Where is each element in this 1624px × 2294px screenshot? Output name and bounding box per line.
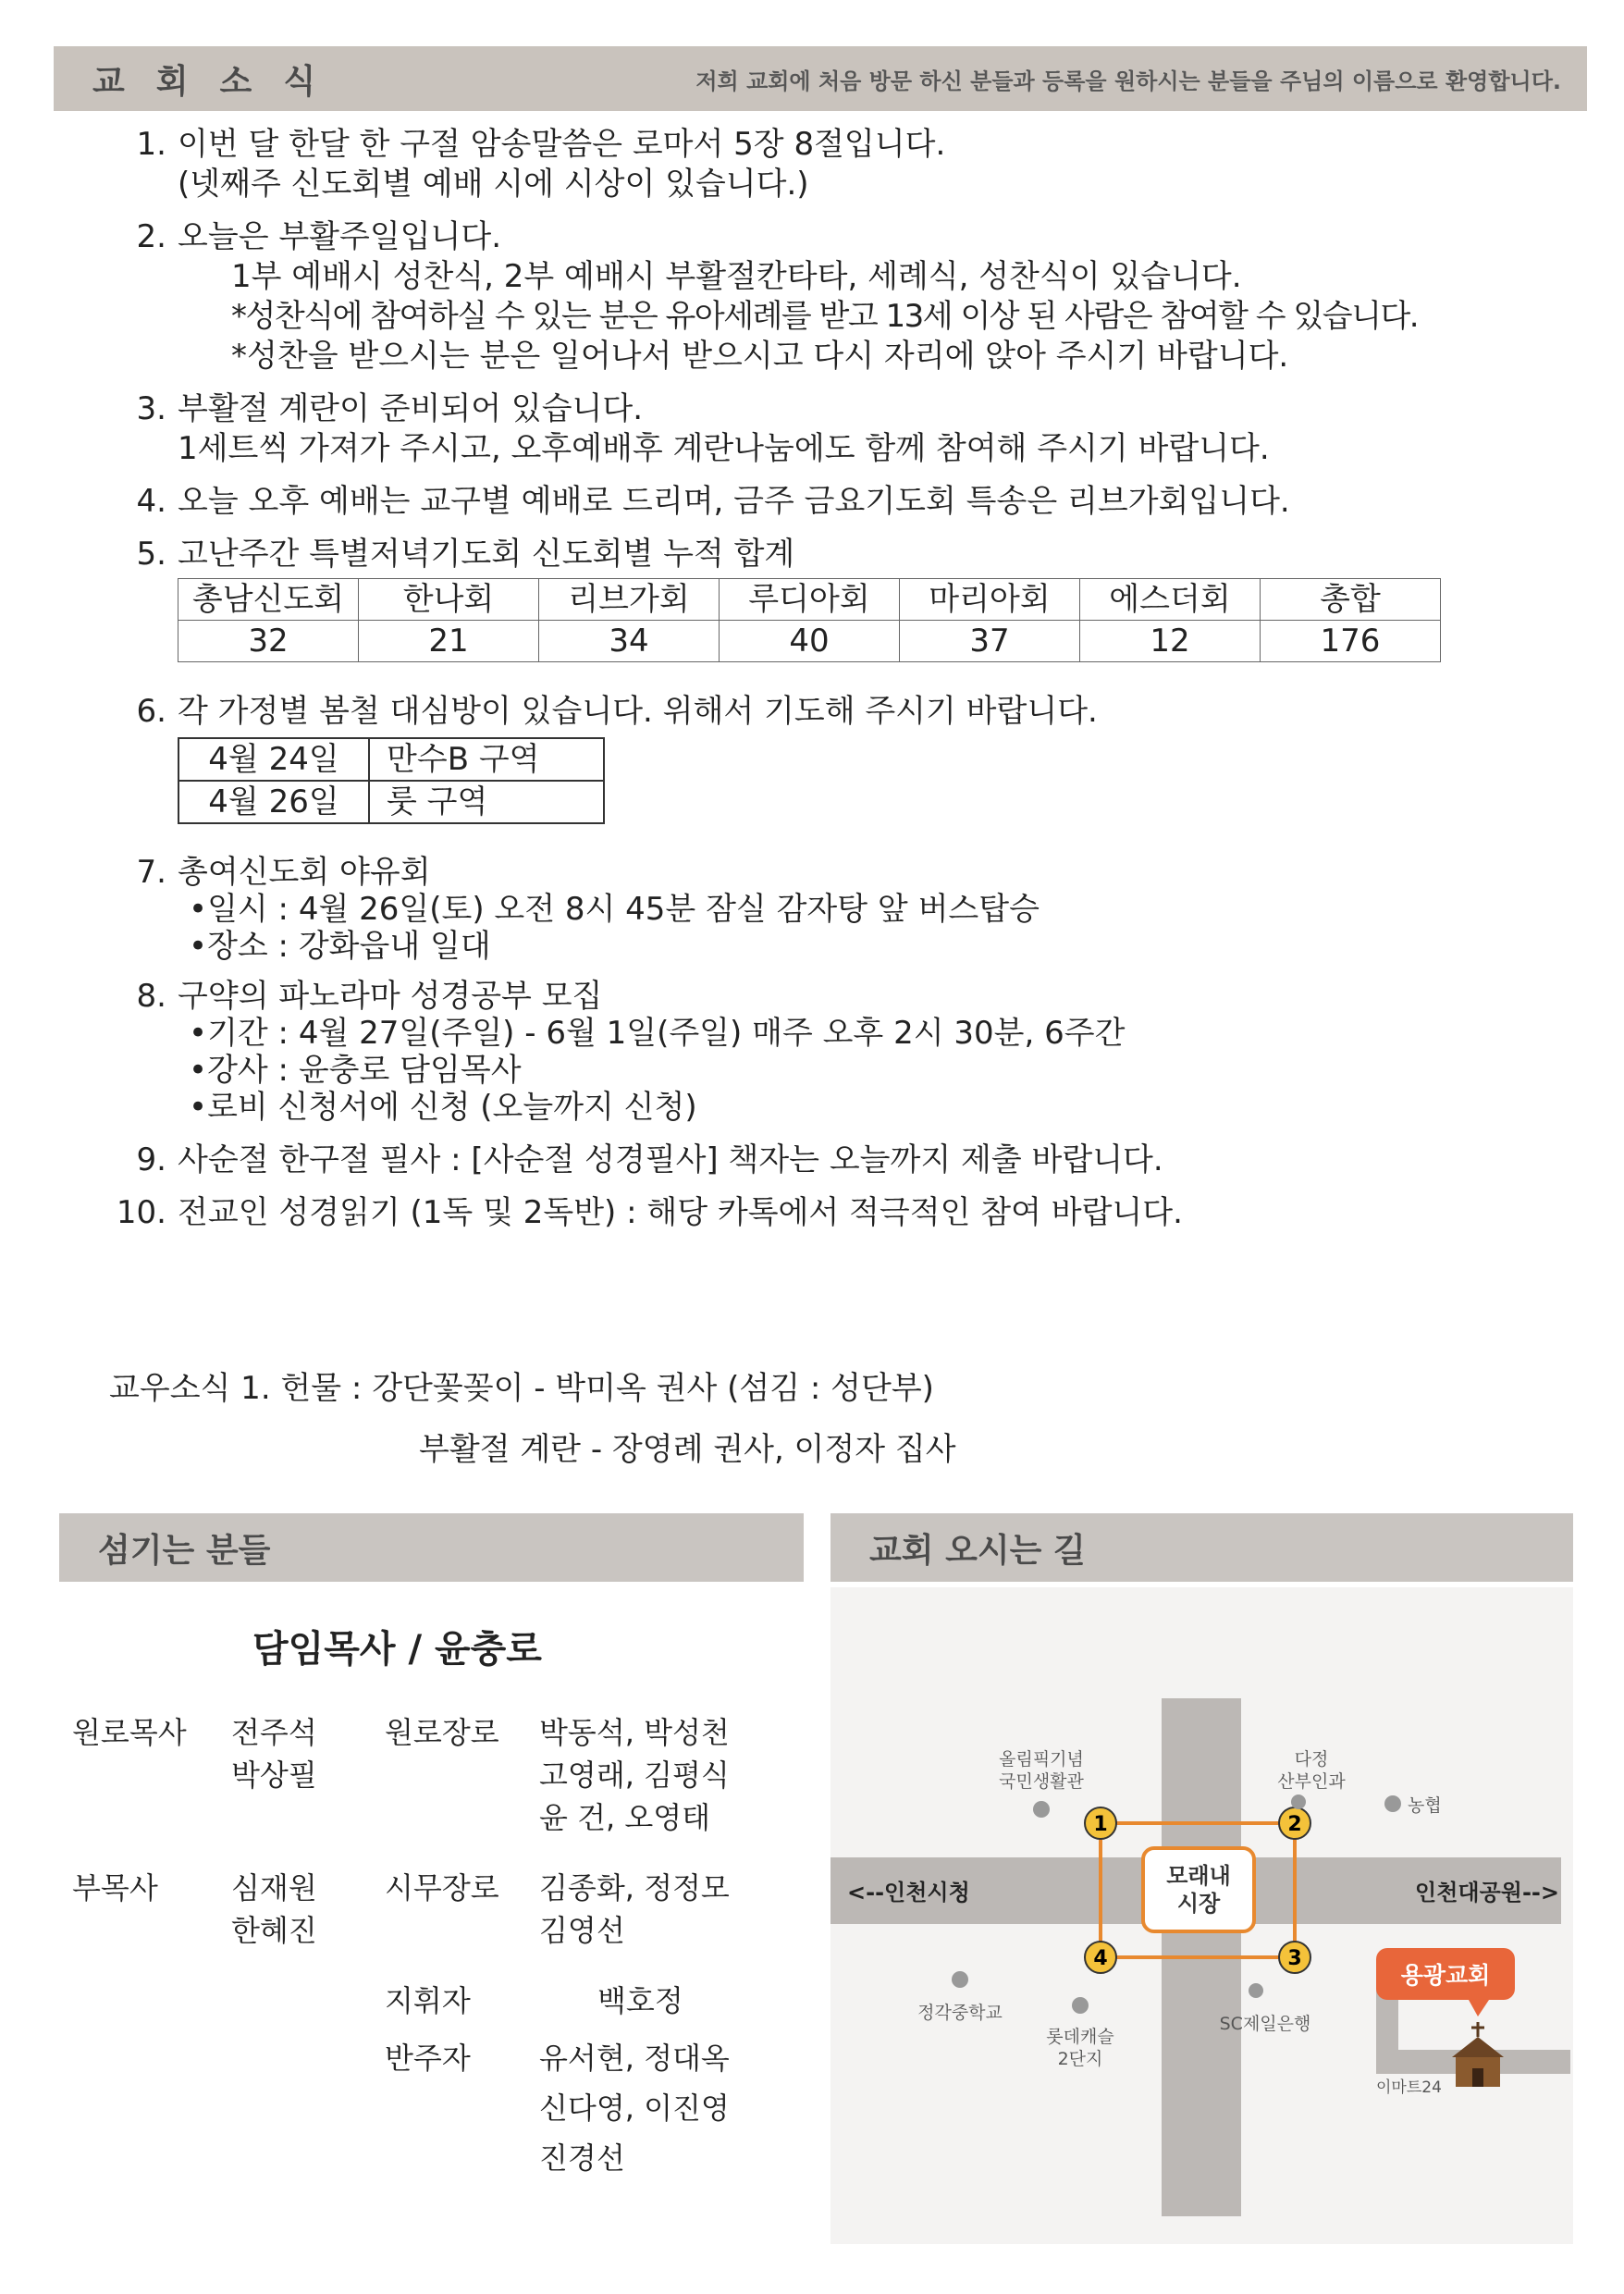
table-header-cell: 한나회: [359, 579, 539, 621]
news-item-7: [111, 854, 1517, 965]
table-header-cell: 루디아회: [720, 579, 900, 621]
landmark-label: 2단지: [1057, 2049, 1103, 2069]
news-line: *성찬식에 참여하실 수 있는 분은 유아세례를 받고 13세 이상 된 사람은 참여할 수 있습니다.: [231, 298, 1419, 335]
item-number: 6.: [136, 693, 166, 730]
news-line: 각 가정별 봄철 대심방이 있습니다. 위해서 기도해 주시기 바랍니다.: [178, 693, 1098, 730]
news-line: • 장소 : 강화읍내 일대: [178, 928, 1517, 965]
section-title: 교회 오시는 길: [869, 1531, 1086, 1570]
table-cell: 21: [359, 621, 539, 662]
item-number: 1.: [136, 126, 166, 163]
table-row: [178, 738, 604, 781]
role-label: 부목사: [72, 1870, 158, 1906]
visit-region: 만수B 구역: [369, 738, 604, 781]
role-label: 원로목사: [72, 1715, 187, 1750]
news-line: (넷째주 신도회별 예배 시에 시상이 있습니다.): [178, 166, 809, 203]
table-header-cell: 마리아회: [900, 579, 1080, 621]
news-item-6: [111, 692, 1517, 835]
news-item-4: [111, 482, 1517, 522]
news-line: 고난주간 특별저녁기도회 신도회별 누적 합계: [178, 536, 795, 573]
landmark-label: 산부인과: [1277, 1771, 1346, 1792]
news-line: 1세트씩 가져가 주시고, 오후예배후 계란나눔에도 함께 참여해 주시기 바랍니다.: [178, 430, 1270, 467]
news-item-5: [111, 535, 1517, 672]
visit-date: 4월 26일: [178, 781, 369, 823]
table-cell: 34: [539, 621, 720, 662]
exit-1: [1085, 1807, 1116, 1839]
table-cell: 32: [178, 621, 359, 662]
staff-name: 전주석: [231, 1715, 317, 1750]
market-label-2: 시장: [1176, 1891, 1221, 1917]
directions-section-header: [830, 1513, 1573, 1582]
news-item-3: [111, 389, 1517, 469]
staff-name: 한혜진: [231, 1913, 317, 1948]
staff-name: 진경선: [539, 2140, 625, 2176]
landmark-label: SC제일은행: [1219, 2014, 1311, 2034]
table-row: [178, 579, 1441, 621]
exit-number: 2: [1287, 1813, 1302, 1836]
directions-map: [830, 1587, 1573, 2244]
news-item-10: [111, 1193, 1517, 1233]
landmark-dot: [1072, 1997, 1089, 2014]
exit-3: [1279, 1942, 1310, 1973]
news-line: • 로비 신청서에 신청 (오늘까지 신청): [178, 1089, 1517, 1126]
news-item-1: [111, 125, 1517, 204]
table-cell: 12: [1080, 621, 1261, 662]
news-title: 교회소식: [92, 62, 348, 101]
table-cell: 37: [900, 621, 1080, 662]
map-canvas: [830, 1587, 1573, 2244]
market-label-1: 모래내: [1166, 1863, 1231, 1889]
landmark-label: 올림픽기념: [999, 1749, 1084, 1770]
staff-name: 박상필: [231, 1758, 317, 1793]
item-number: 9.: [136, 1141, 166, 1178]
visit-region: 룻 구역: [369, 781, 604, 823]
church-callout-pointer: [1469, 2000, 1489, 2016]
staff-name: 김영선: [539, 1913, 625, 1948]
staff-name: 유서현, 정대옥: [539, 2041, 730, 2076]
news-line: 부활절 계란이 준비되어 있습니다.: [178, 390, 644, 427]
landmark-label: 국민생활관: [999, 1771, 1084, 1792]
staff-name: 신다영, 이진영: [539, 2090, 730, 2126]
church-icon: [1452, 2022, 1504, 2087]
staff-name: 박동석, 박성천: [539, 1715, 730, 1750]
exit-2: [1279, 1807, 1310, 1839]
exit-number: 4: [1093, 1947, 1108, 1970]
table-header-cell: 총남신도회: [178, 579, 359, 621]
landmark-label: 정각중학교: [917, 2003, 1003, 2023]
news-header-bar: [54, 46, 1587, 111]
item-number: 4.: [136, 483, 166, 520]
landmark-dot: [1291, 1794, 1306, 1809]
landmark-label: 이마트24: [1376, 2078, 1442, 2097]
news-line: 오늘은 부활주일입니다.: [178, 218, 502, 255]
market-box: [1143, 1848, 1254, 1931]
news-line: 이번 달 한달 한 구절 암송말씀은 로마서 5장 8절입니다.: [178, 126, 946, 163]
role-label: 원로장로: [385, 1715, 499, 1750]
role-label: 반주자: [385, 2041, 471, 2076]
news-item-8: [111, 978, 1517, 1126]
landmark-dot: [1384, 1795, 1401, 1812]
table-row: [178, 621, 1441, 662]
member-news-line: 교우소식 1. 헌물 : 강단꽃꽂이 - 박미옥 권사 (섬김 : 성단부): [109, 1370, 934, 1407]
news-line: • 강사 : 윤충로 담임목사: [178, 1052, 1517, 1089]
welcome-message: 저희 교회에 처음 방문 하신 분들과 등록을 원하시는 분들을 주님의 이름으로 환영합니다.: [695, 68, 1561, 94]
item-number: 10.: [116, 1194, 166, 1231]
item-number: 3.: [136, 390, 166, 427]
staff-name: 고영래, 김평식: [539, 1758, 730, 1793]
news-line: 사순절 한구절 필사 : [사순절 성경필사] 책자는 오늘까지 제출 바랍니다.: [178, 1141, 1163, 1178]
landmark-dot: [1249, 1983, 1263, 1998]
role-label: 지휘자: [385, 1983, 471, 2018]
landmark-label: 농협: [1408, 1795, 1442, 1816]
prayer-totals-table: [178, 578, 1441, 662]
news-line: *성찬을 받으시는 분은 일어나서 받으시고 다시 자리에 앉아 주시기 바랍니다.: [231, 338, 1289, 375]
news-line: 오늘 오후 예배는 교구별 예배로 드리며, 금주 금요기도회 특송은 리브가회입니다.: [178, 483, 1290, 520]
table-row: [178, 781, 604, 823]
church-label: 용광교회: [1400, 1962, 1491, 1989]
left-road-label: <--인천시청: [847, 1880, 970, 1906]
news-line: 구약의 파노라마 성경공부 모집: [178, 978, 603, 1015]
exit-number: 1: [1093, 1813, 1108, 1836]
role-label: 시무장로: [385, 1870, 499, 1906]
news-line: 1부 예배시 성찬식, 2부 예배시 부활절칸타타, 세례식, 성찬식이 있습니다.: [231, 258, 1242, 295]
news-line: 총여신도회 야유회: [178, 854, 431, 891]
table-header-cell: 에스더회: [1080, 579, 1261, 621]
staff-name: 심재원: [231, 1870, 317, 1906]
news-item-2: [111, 217, 1517, 376]
section-title: 섬기는 분들: [98, 1531, 271, 1570]
news-line: • 기간 : 4월 27일(주일) - 6월 1일(주일) 매주 오후 2시 30분, 6주간: [178, 1015, 1517, 1052]
staff-name: 백호정: [597, 1983, 683, 2018]
landmark-label: 롯데캐슬: [1046, 2027, 1114, 2047]
exit-4: [1085, 1942, 1116, 1973]
visit-date: 4월 24일: [178, 738, 369, 781]
table-header-cell: 리브가회: [539, 579, 720, 621]
head-pastor: 담임목사 / 윤충로: [252, 1628, 542, 1671]
item-number: 8.: [136, 978, 166, 1015]
staff-name: 윤 건, 오영태: [539, 1800, 711, 1835]
right-road-label: 인천대공원-->: [1415, 1880, 1559, 1906]
staff-section-header: [59, 1513, 804, 1582]
member-news: [109, 1358, 956, 1480]
news-line: • 일시 : 4월 26일(토) 오전 8시 45분 잠실 감자탕 앞 버스탑승: [178, 891, 1517, 928]
table-header-cell: 총합: [1261, 579, 1441, 621]
landmark-dot: [952, 1971, 968, 1988]
table-cell: 40: [720, 621, 900, 662]
item-number: 7.: [136, 854, 166, 891]
member-news-line: 부활절 계란 - 장영례 권사, 이정자 집사: [419, 1431, 956, 1468]
news-item-9: [111, 1141, 1517, 1180]
staff-name: 김종화, 정정모: [539, 1870, 730, 1906]
news-line: 전교인 성경읽기 (1독 및 2독반) : 해당 카톡에서 적극적인 참여 바랍니다.: [178, 1194, 1183, 1231]
exit-number: 3: [1287, 1947, 1302, 1970]
news-list: [111, 125, 1517, 1246]
table-cell: 176: [1261, 621, 1441, 662]
item-number: 5.: [136, 536, 166, 573]
landmark-dot: [1033, 1801, 1050, 1818]
landmark-label: 다정: [1294, 1749, 1329, 1770]
visit-schedule-table: [178, 737, 605, 824]
item-number: 2.: [136, 218, 166, 255]
